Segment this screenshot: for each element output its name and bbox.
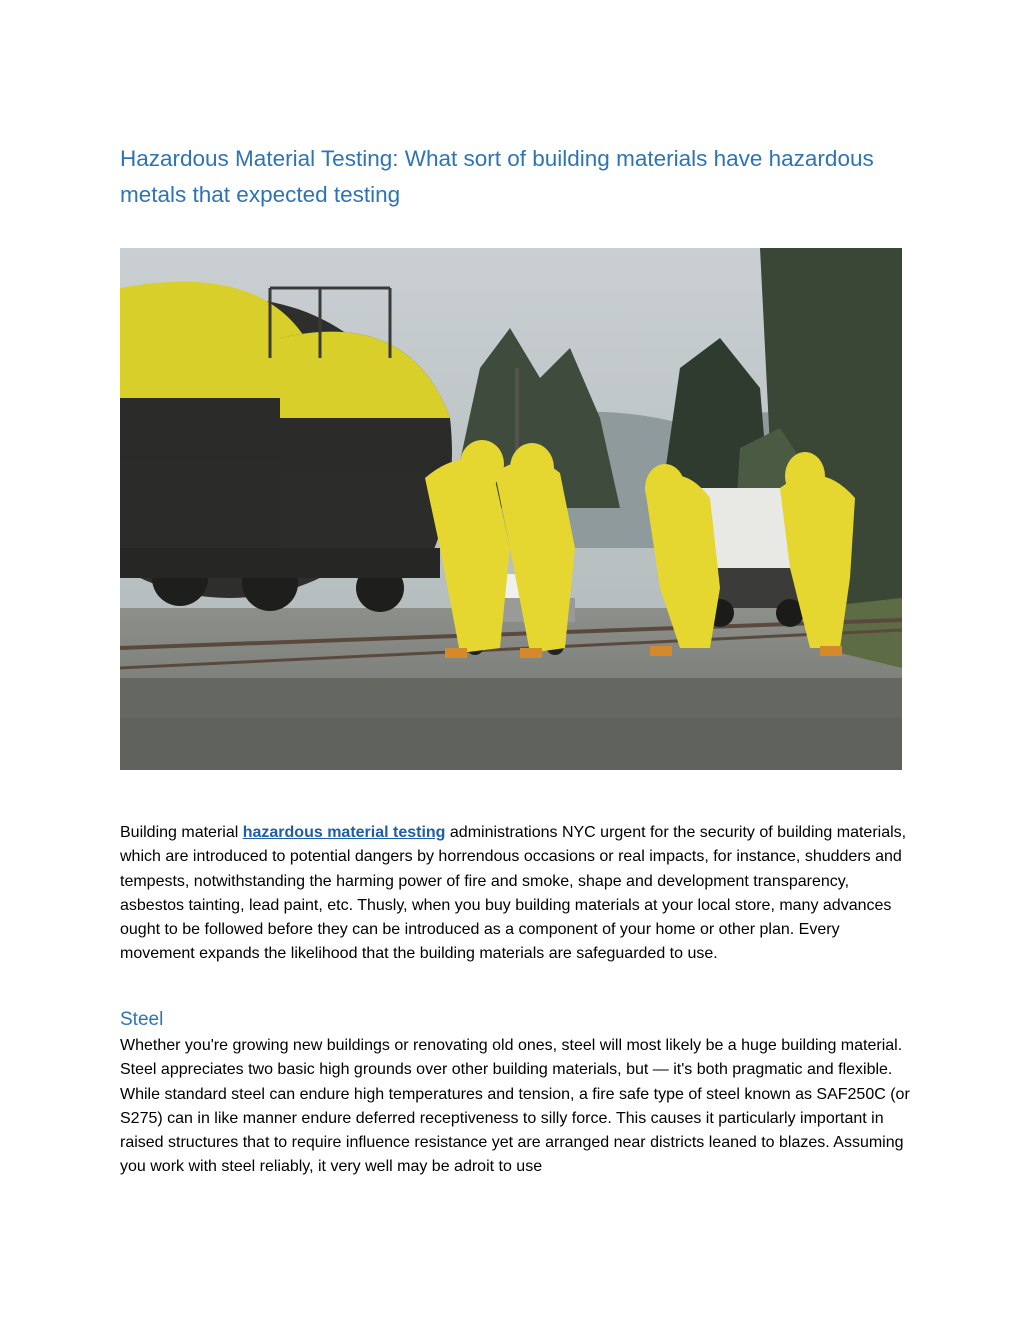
intro-text-before-link: Building material <box>120 824 243 841</box>
page-title: Hazardous Material Testing: What sort of building materials have hazardous metals that expected testing <box>120 146 874 207</box>
intro-text-after-link: administrations NYC urgent for the security of building materials, which are introduced to potential dangers by horrendous occasions or real impacts, for instance, shudders and tempests, notwithstanding the harming power of fire and smoke, shape and development transparency, asbestos tainting, lead paint, etc. Thusly, when you buy building materials at your local store, many advances ought to be followed before they can be introduced as a component of your home or other plan. Every movement expands the likelihood that the building materials are safeguarded to use. <box>120 824 907 963</box>
intro-paragraph <box>120 821 910 967</box>
hazmat-photo <box>120 248 902 770</box>
section-heading-steel: Steel <box>120 1009 164 1030</box>
hazardous-material-testing-link[interactable]: hazardous material testing <box>242 824 446 841</box>
steel-paragraph: Whether you're growing new buildings or renovating old ones, steel will most likely be a huge building material. Steel appreciates two basic high grounds over other building materials, but — it's both pragmatic and flexible. While standard steel can endure high temperatures and tension, a fire safe type of steel known as SAF250C (or S275) can in like manner endure deferred receptiveness to silly force. This causes it particularly important in raised structures that to require influence resistance yet are arranged near districts leaned to blazes. Assuming you work with steel reliably, it very well may be adroit to use <box>120 1037 910 1176</box>
